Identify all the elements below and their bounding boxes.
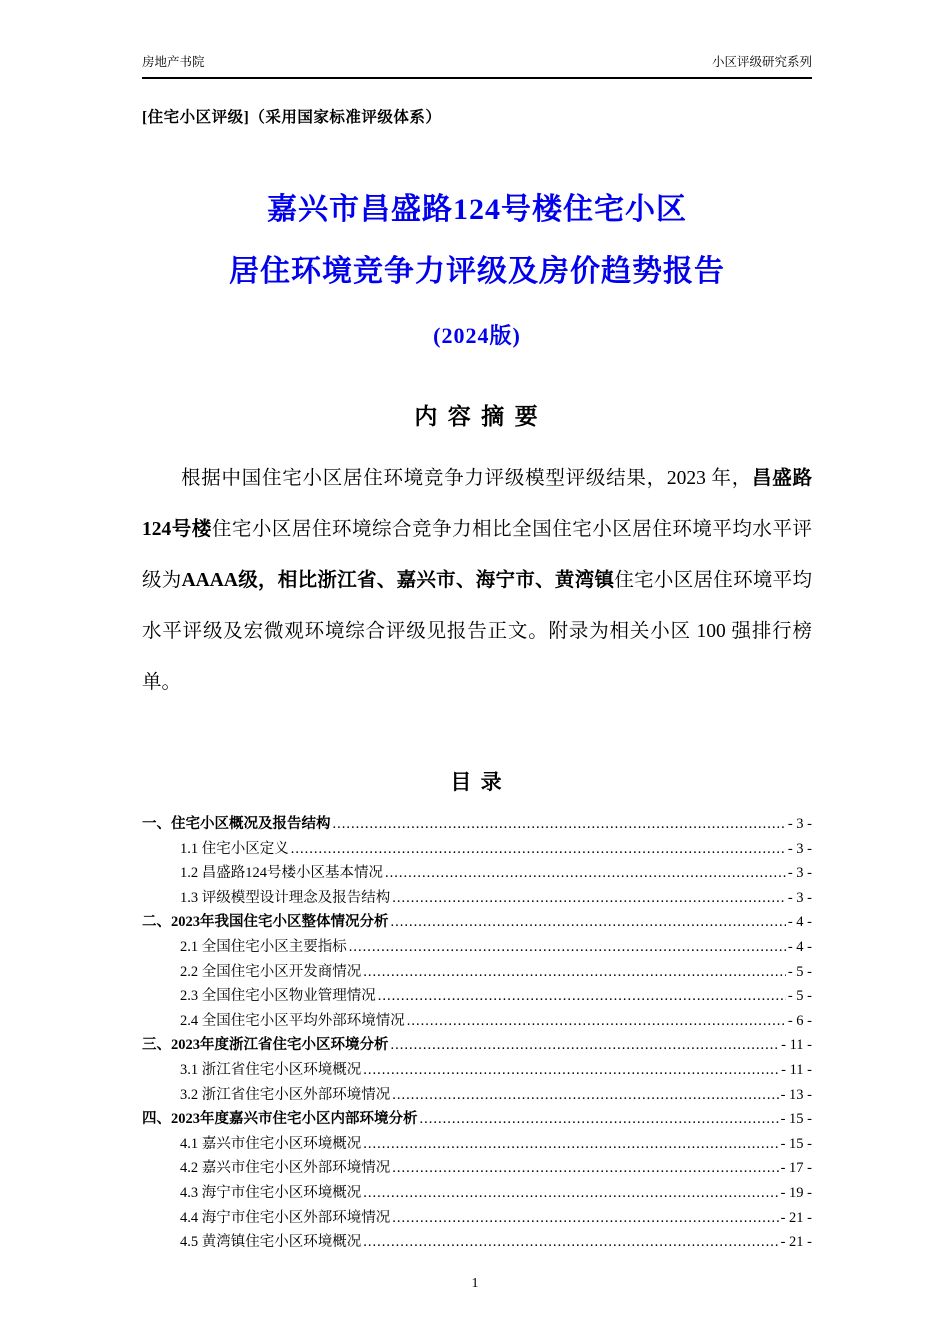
toc-leader-dots (363, 1058, 779, 1083)
toc-entry[interactable] (142, 861, 812, 886)
toc-entry[interactable] (142, 1058, 812, 1083)
toc-entry-label[interactable]: 1.1 住宅小区定义 (180, 840, 289, 857)
abstract-heading: 内 容 摘 要 (414, 403, 540, 429)
toc-leader-dots (363, 1132, 778, 1157)
toc-entry-label[interactable]: 4.1 嘉兴市住宅小区环境概况 (180, 1135, 362, 1152)
toc-entry-page-number: - 15 - (780, 1111, 812, 1128)
toc-heading: 目 录 (450, 770, 504, 794)
abstract-segment-bold: 昌盛路124号楼 (142, 468, 812, 540)
toc-entry-page-number: - 17 - (780, 1160, 812, 1177)
toc-entry[interactable] (142, 1206, 812, 1231)
toc-entry-page-number: - 15 - (780, 1135, 812, 1152)
toc-leader-dots (363, 960, 786, 985)
toc-entry-label[interactable]: 2.4 全国住宅小区平均外部环境情况 (180, 1012, 405, 1029)
toc-leader-dots (420, 1107, 779, 1132)
toc-leader-dots (392, 886, 786, 911)
toc-entry-label[interactable]: 1.2 昌盛路124号楼小区基本情况 (180, 865, 383, 882)
toc-leader-dots (363, 1230, 778, 1255)
header-right-text: 小区评级研究系列 (711, 55, 812, 69)
toc-entry-label[interactable]: 2.3 全国住宅小区物业管理情况 (180, 988, 376, 1005)
toc-leader-dots (407, 1009, 786, 1034)
toc-entry-label[interactable]: 3.1 浙江省住宅小区环境概况 (180, 1061, 362, 1078)
abstract-segment: 根据中国住宅小区居住环境竞争力评级模型评级结果，2023 年， (181, 468, 752, 489)
toc-entry[interactable] (142, 886, 812, 911)
toc-entry[interactable] (142, 1132, 812, 1157)
abstract-segment-bold: AAAA级，相比 (181, 570, 318, 591)
toc-entry[interactable] (142, 984, 812, 1009)
toc-leader-dots (291, 837, 786, 862)
toc-entry-page-number: - 11 - (781, 1037, 812, 1054)
abstract-segment: 住宅小区居住环境综合竞争力相比全国住宅小区居住环境平均水平评级为 (142, 519, 812, 591)
toc-entry-page-number: - 13 - (780, 1086, 812, 1103)
toc-entry-page-number: - 3 - (787, 840, 812, 857)
toc-entry-label[interactable]: 4.3 海宁市住宅小区环境概况 (180, 1184, 362, 1201)
toc-entry-page-number: - 5 - (787, 963, 812, 980)
toc-entry-page-number: - 3 - (787, 889, 812, 906)
footer-page-number: 1 (471, 1276, 479, 1291)
toc-entry-label[interactable]: 4.2 嘉兴市住宅小区外部环境情况 (180, 1160, 391, 1177)
toc-entry-label[interactable]: 3.2 浙江省住宅小区外部环境情况 (180, 1086, 391, 1103)
toc-entry[interactable] (142, 1230, 812, 1255)
toc-entry[interactable] (142, 960, 812, 985)
toc-entry-page-number: - 5 - (787, 988, 812, 1005)
toc-entry-page-number: - 19 - (780, 1184, 812, 1201)
toc-entry-page-number: - 6 - (787, 1012, 812, 1029)
page-footer (0, 1276, 950, 1292)
toc-leader-dots (392, 1206, 778, 1231)
toc-entry[interactable] (142, 935, 812, 960)
toc-entry-page-number: - 3 - (787, 816, 812, 832)
toc-entry[interactable] (142, 812, 812, 837)
toc-entry-label[interactable]: 四、2023年度嘉兴市住宅小区内部环境分析 (142, 1111, 418, 1128)
toc-entry-label[interactable]: 二、2023年我国住宅小区整体情况分析 (142, 914, 389, 931)
toc-leader-dots (363, 1181, 778, 1206)
toc-entry[interactable] (142, 1156, 812, 1181)
report-edition: (2024版) (433, 323, 521, 348)
series-tagline: [住宅小区评级]（采用国家标准评级体系） (142, 109, 442, 126)
toc-entry[interactable] (142, 1083, 812, 1108)
table-of-contents (142, 812, 812, 1255)
toc-entry-label[interactable]: 三、2023年度浙江省住宅小区环境分析 (142, 1037, 389, 1054)
abstract-segment: 住宅小区居住环境平均水平评级及宏微观环境综合评级见报告正文。附录为相关小区 100 强排行榜单。 (142, 570, 812, 693)
toc-leader-dots (391, 910, 786, 935)
toc-leader-dots (391, 1033, 780, 1058)
toc-entry[interactable] (142, 1107, 812, 1132)
toc-leader-dots (392, 1083, 778, 1108)
report-title-line2: 居住环境竞争力评级及房价趋势报告 (229, 255, 725, 288)
toc-entry-label[interactable]: 2.1 全国住宅小区主要指标 (180, 938, 347, 955)
toc-entry-page-number: - 4 - (787, 914, 812, 931)
toc-entry-page-number: - 3 - (787, 865, 812, 882)
toc-entry-page-number: - 11 - (781, 1061, 812, 1078)
toc-entry-label[interactable]: 4.4 海宁市住宅小区外部环境情况 (180, 1209, 391, 1226)
header-left-text: 房地产书院 (142, 55, 205, 69)
toc-entry-page-number: - 21 - (780, 1234, 812, 1251)
report-title (142, 179, 812, 350)
page-header (142, 52, 812, 79)
toc-leader-dots (349, 935, 786, 960)
toc-leader-dots (385, 861, 786, 886)
toc-entry[interactable] (142, 1033, 812, 1058)
toc-leader-dots (392, 1156, 778, 1181)
toc-entry-label[interactable]: 4.5 黄湾镇住宅小区环境概况 (180, 1234, 362, 1251)
toc-leader-dots (333, 812, 786, 837)
toc-entry[interactable] (142, 1009, 812, 1034)
abstract-paragraph (142, 453, 812, 708)
toc-entry[interactable] (142, 1181, 812, 1206)
toc-entry[interactable] (142, 910, 812, 935)
abstract-segment-bold: 浙江省、嘉兴市、海宁市、黄湾镇 (317, 570, 615, 591)
toc-entry[interactable] (142, 837, 812, 862)
toc-leader-dots (378, 984, 786, 1009)
toc-entry-page-number: - 4 - (787, 938, 812, 955)
toc-entry-label[interactable]: 2.2 全国住宅小区开发商情况 (180, 963, 362, 980)
toc-entry-page-number: - 21 - (780, 1209, 812, 1226)
report-title-line1: 嘉兴市昌盛路124号楼住宅小区 (267, 193, 687, 226)
toc-entry-label[interactable]: 一、住宅小区概况及报告结构 (142, 816, 331, 832)
toc-entry-label[interactable]: 1.3 评级模型设计理念及报告结构 (180, 889, 391, 906)
